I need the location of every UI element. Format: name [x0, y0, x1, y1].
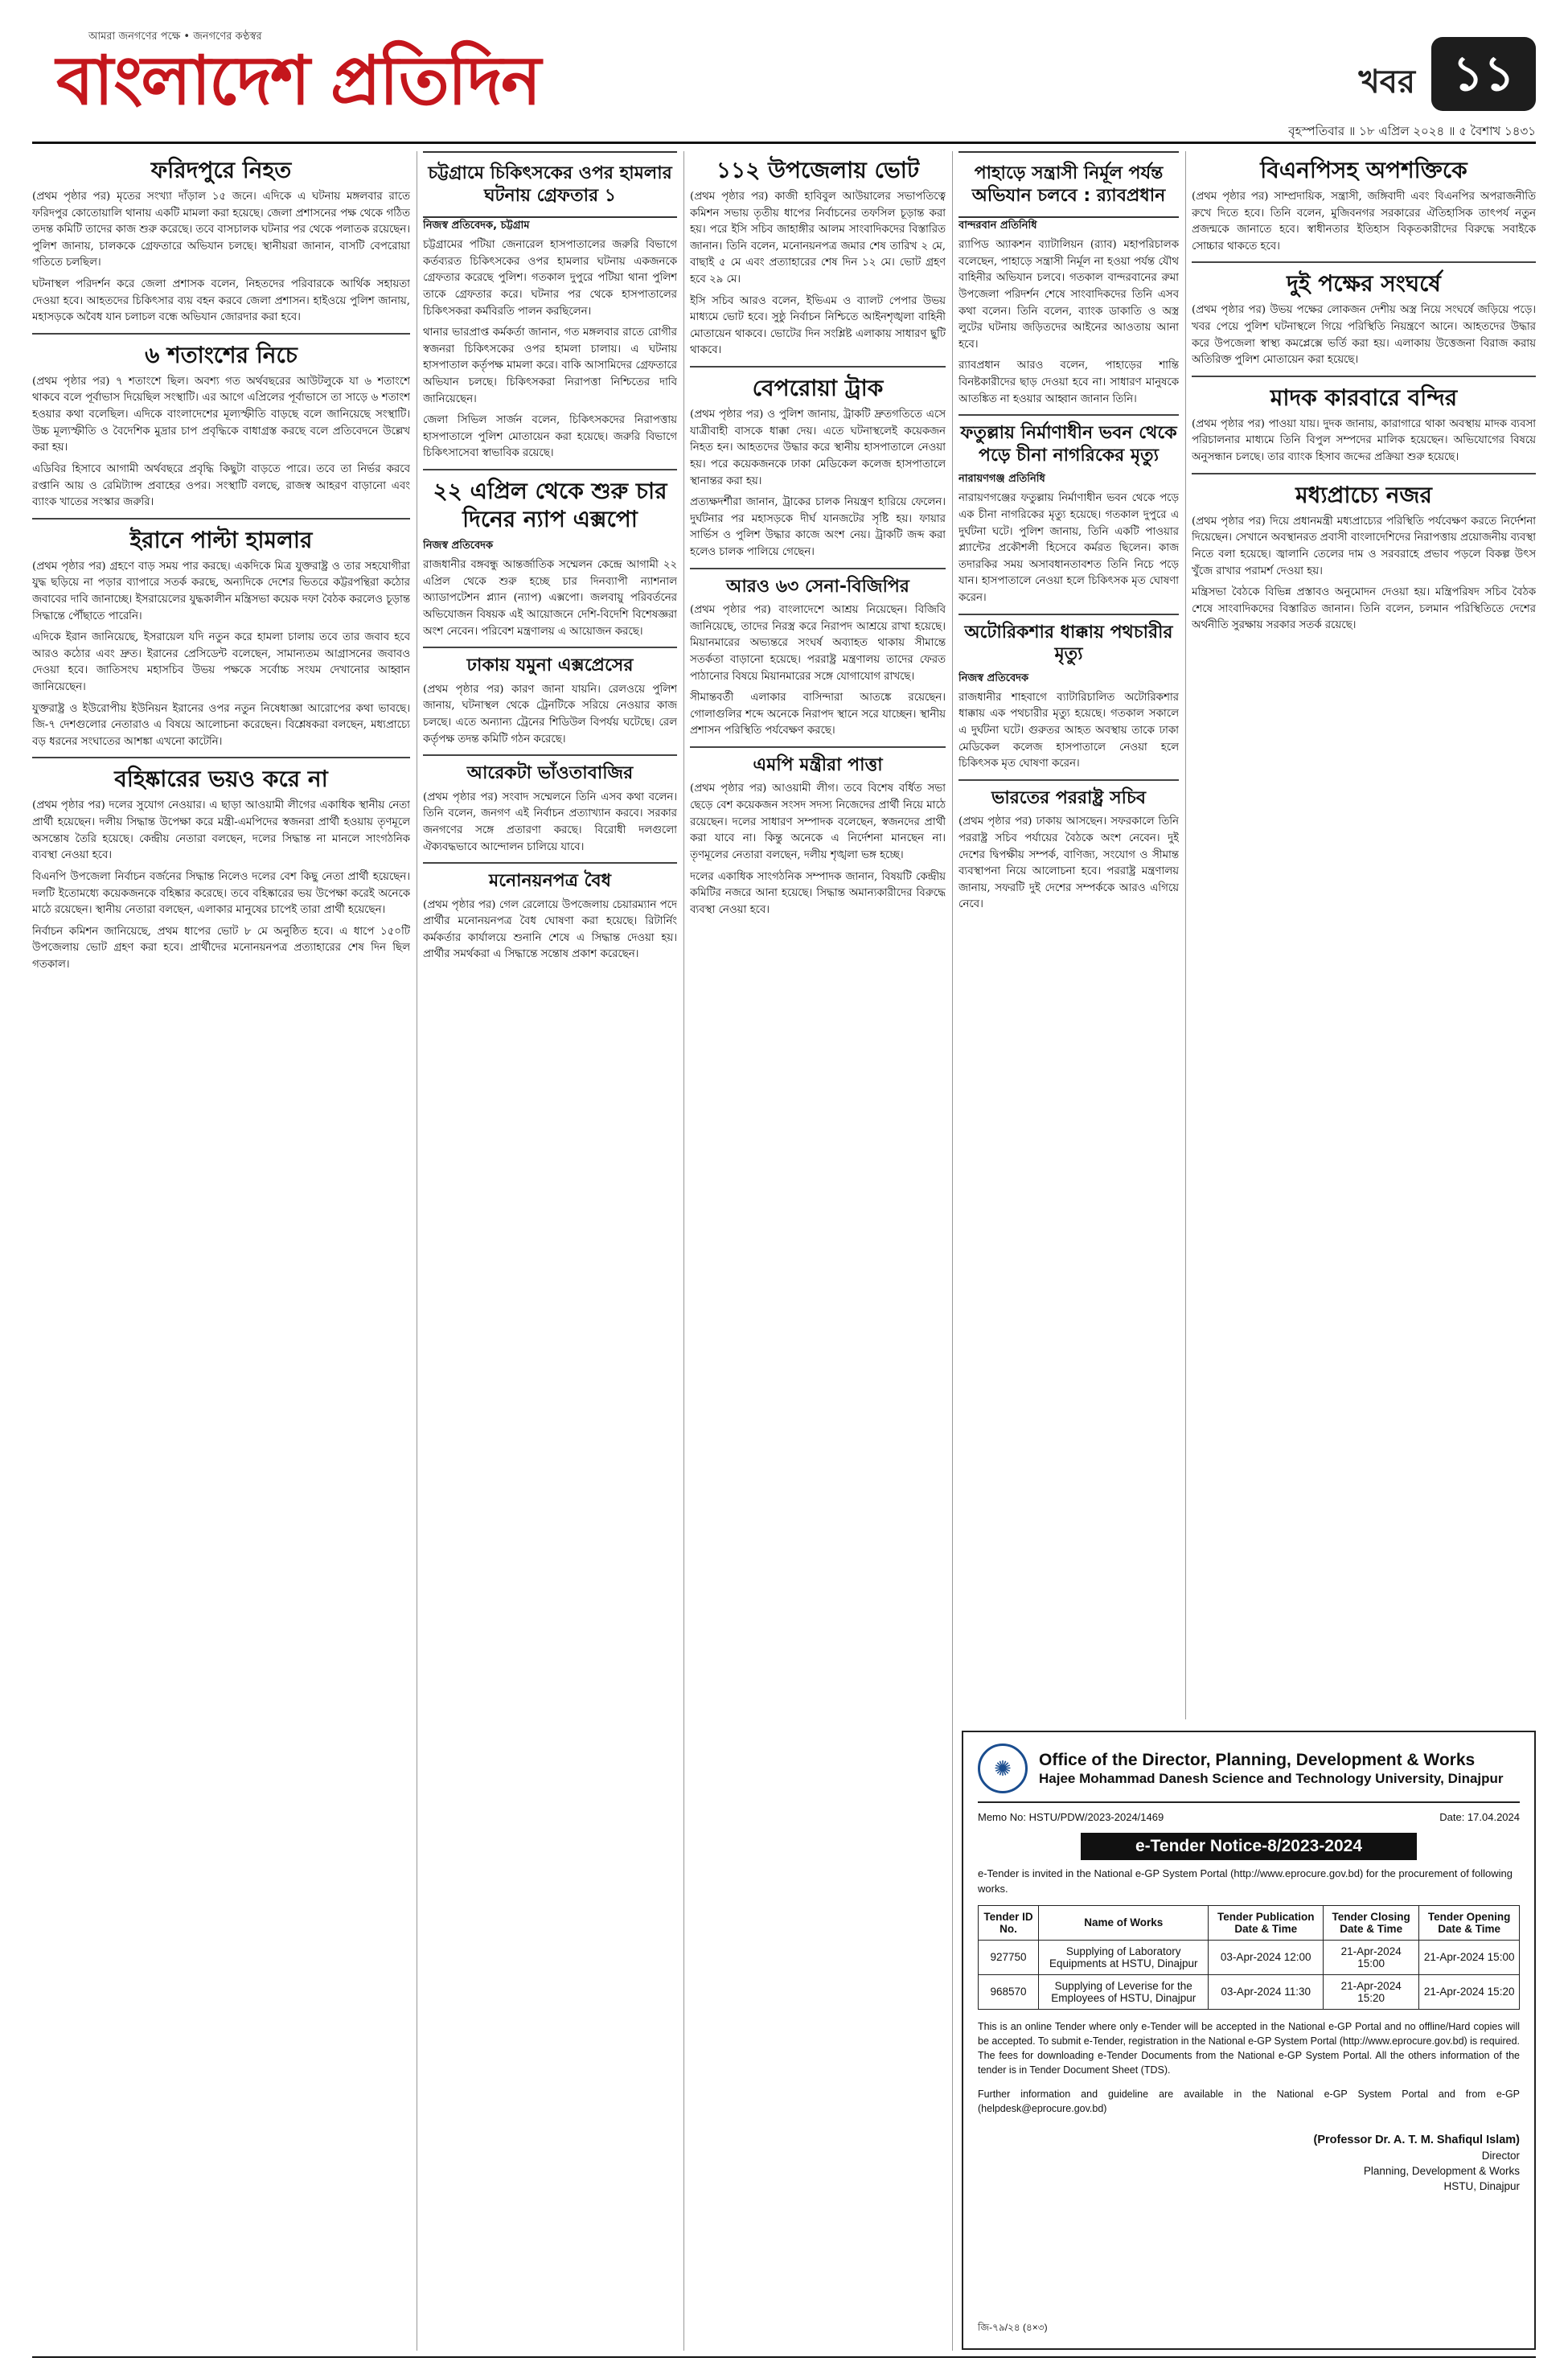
article-paragraph: (প্রথম পৃষ্ঠার পর) দলের সুযোগ নেওয়ার। এ ছাড়া আওয়ামী লীগের একাধিক স্থানীয় নেতা প্রার্থী হয়েছেন। দলীয় সিদ্ধান্ত উপেক্ষা করে মন্ত্রী-এমপিদের স্বজনরা প্রার্থী হওয়ায় তৃণমূলে অসন্তোষ তৈরি হয়েছে। কেন্দ্রীয় নেতারা বলছেন, দলের সিদ্ধান্ত না মানলে সাংগঠনিক ব্যবস্থা নেওয়া হবে।	[32, 799, 410, 862]
table-cell: 21-Apr-2024 15:00	[1419, 1940, 1520, 1974]
byline: নিজস্ব প্রতিবেদক, চট্টগ্রাম	[423, 220, 530, 232]
column-rule	[1185, 151, 1186, 1719]
article-paragraph: নির্বাচন কমিশন জানিয়েছে, প্রথম ধাপের ভোট ৮ মে অনুষ্ঠিত হবে। এ ধাপে ১৫০টি উপজেলায় ভোট গ্রহণ করা হবে। প্রার্থীদের মনোনয়নপত্র প্রত্যাহারের শেষ দিন ছিল গতকাল।	[32, 925, 410, 971]
boxed-story	[958, 151, 1179, 218]
article-paragraph: থানার ভারপ্রাপ্ত কর্মকর্তা জানান, গত মঙ্গলবার রাতে রোগীর স্বজনরা চিকিৎসকের ওপর হামলা চালায়। এ ঘটনায় হাসপাতাল কর্তৃপক্ষ মামলা করে। বাকি আসামিদের গ্রেফতারে অভিযান চলছে। চিকিৎসকরা নিরাপত্তা নিশ্চিতের দাবি জানিয়েছেন।	[423, 327, 677, 405]
tender-notice	[962, 1731, 1536, 2350]
divider	[423, 862, 677, 864]
divider	[1192, 261, 1536, 263]
divider	[690, 746, 946, 748]
headline: দুই পক্ষের সংঘর্ষে	[1287, 270, 1441, 298]
signer-office: Planning, Development & Works	[1363, 2164, 1520, 2177]
divider	[1192, 473, 1536, 474]
headline: এমপি মন্ত্রীরা পাত্তা	[753, 754, 883, 775]
table-cell: 21-Apr-2024 15:20	[1324, 1974, 1419, 2009]
divider	[423, 754, 677, 756]
column-rule	[683, 151, 684, 2351]
tender-office: Office of the Director, Planning, Development & Works	[1039, 1751, 1476, 1770]
table-cell: 927750	[979, 1940, 1039, 1974]
article-paragraph: (প্রথম পৃষ্ঠার পর) দিয়ে প্রধানমন্ত্রী মধ্যপ্রাচ্যের পরিস্থিতি পর্যবেক্ষণ করতে নির্দেশনা দিয়েছেন। সেখানে অবস্থানরত প্রবাসী বাংলাদেশিদের নিরাপত্তায় প্রয়োজনীয় ব্যবস্থা নিতে বলা হয়েছে। জ্বালানি তেলের দাম ও সরবরাহে প্রভাব পড়লে বিকল্প উৎস খুঁজে রাখার পরামর্শ দেওয়া হয়।	[1192, 515, 1536, 577]
tender-title: e-Tender Notice-8/2023-2024	[1081, 1833, 1417, 1860]
table-header: Tender ID No.	[979, 1905, 1039, 1940]
masthead-rule	[32, 142, 1536, 144]
masthead	[32, 23, 1536, 143]
article-paragraph: র‌্যাবপ্রধান আরও বলেন, পাহাড়ের শান্তি বিনষ্টকারীদের ছাড় দেওয়া হবে না। সাধারণ মানুষকে আতঙ্কিত না হওয়ার আহ্বান জানান তিনি।	[958, 359, 1179, 405]
tender-table	[978, 1905, 1520, 2010]
article-paragraph: সীমান্তবর্তী এলাকার বাসিন্দারা আতঙ্কে রয়েছেন। গোলাগুলির শব্দে অনেকে নিরাপদ স্থানে সরে যাচ্ছেন। স্থানীয় প্রশাসন পরিস্থিতি পর্যবেক্ষণ করছে।	[690, 692, 946, 737]
article-paragraph: (প্রথম পৃষ্ঠার পর) কাজী হাবিবুল আউয়ালের সভাপতিত্বে কমিশন সভায় তৃতীয় ধাপের নির্বাচনের তফসিল চূড়ান্ত করা হয়। পরে ইসি সচিব জাহাঙ্গীর আলম সাংবাদিকদের বিস্তারিত জানান। তিনি বলেন, মনোনয়নপত্র জমার শেষ তারিখ ২ মে, বাছাই ৫ মে এবং প্রত্যাহারের শেষ দিন ১২ মে। ভোট গ্রহণ হবে ২৯ মে।	[690, 191, 946, 286]
article-paragraph: বিএনপি উপজেলা নির্বাচন বর্জনের সিদ্ধান্ত নিলেও দলের বেশ কিছু নেতা প্রার্থী হয়েছেন। দলটি ইতোমধ্যে কয়েকজনকে বহিষ্কার করেছে। তবে বহিষ্কারের ভয় উপেক্ষা করেই অনেকে মাঠে রয়েছেন। স্থানীয় নেতারা বলছেন, এলাকার মানুষের চাপেই তারা প্রার্থী হয়েছেন।	[32, 870, 410, 917]
masthead-tagline: আমরা জনগণের পক্ষে • জনগণের কণ্ঠস্বর	[88, 31, 262, 43]
headline: মধ্যপ্রাচ্যে নজর	[1295, 481, 1432, 508]
headline: ভারতের পররাষ্ট্র সচিব	[991, 787, 1147, 808]
divider	[32, 518, 410, 520]
article-paragraph: (প্রথম পৃষ্ঠার পর) উভয় পক্ষের লোকজন দেশীয় অস্ত্র নিয়ে সংঘর্ষে জড়িয়ে পড়ে। খবর পেয়ে পুলিশ ঘটনাস্থলে গিয়ে পরিস্থিতি নিয়ন্ত্রণে আনে। আহতদের উদ্ধার করে উপজেলা স্বাস্থ্য কমপ্লেক্সে ভর্তি করা হয়। এলাকায় উত্তেজনা বিরাজ করায় অতিরিক্ত পুলিশ মোতায়েন করা হয়েছে।	[1192, 304, 1536, 367]
headline: বহিষ্কারের ভয়ও করে না	[114, 766, 328, 793]
ad-code: জি-৭৯/২৪ (৪×৩)	[978, 2322, 1048, 2333]
table-cell: 21-Apr-2024 15:20	[1419, 1974, 1520, 2009]
article-paragraph: নারায়ণগঞ্জের ফতুল্লায় নির্মাণাধীন ভবন থেকে পড়ে এক চীনা নাগরিকের মৃত্যু হয়েছে। গতকাল দুপুরে এ দুর্ঘটনা ঘটে। পুলিশ জানায়, তিনি একটি পাওয়ার প্ল্যান্টের প্রকৌশলী হিসেবে কর্মরত ছিলেন। কাজ তদারকির সময় অসাবধানতাবশত তিনি নিচে পড়ে যান। হাসপাতালে নেওয়া হলে চিকিৎসক মৃত ঘোষণা করেন।	[958, 492, 1179, 605]
article-paragraph: (প্রথম পৃষ্ঠার পর) গ্রহণে বাড় সময় পার করছে। একদিকে মিত্র যুক্তরাষ্ট্র ও তার সহযোগীরা যুদ্ধ ছড়িয়ে না পড়ার ব্যাপারে সতর্ক করছে, অন্যদিকে দেশের ভিতরে কট্টরপন্থিরা কঠোর জবাবের দাবি জানাচ্ছে। ইসরায়েলের যুদ্ধকালীন মন্ত্রিসভা কয়েক দফা বৈঠক করলেও চূড়ান্ত সিদ্ধান্তে পৌঁছাতে পারেনি।	[32, 560, 410, 622]
headline: আরও ৬৩ সেনা-বিজিপির	[726, 576, 909, 597]
tender-university: Hajee Mohammad Danesh Science and Technology University, Dinajpur	[1039, 1770, 1504, 1786]
byline: নিজস্ব প্রতিবেদক	[423, 540, 494, 552]
article-paragraph: এডিবির হিসাবে আগামী অর্থবছরে প্রবৃদ্ধি কিছুটা বাড়তে পারে। তবে তা নির্ভর করবে রপ্তানি আয় ও রেমিট্যান্স প্রবাহের ওপর। সংস্থাটি বলছে, রাজস্ব আহরণ বাড়ানো এবং ব্যাংক খাতের সংস্কার জরুরি।	[32, 462, 410, 509]
newspaper-logo: বাংলাদেশ প্রতিদিন	[56, 41, 540, 120]
table-cell: Supplying of Leverise for the Employees of HSTU, Dinajpur	[1039, 1974, 1209, 2009]
byline: নিজস্ব প্রতিবেদক	[958, 672, 1029, 684]
column-4	[958, 151, 1179, 1719]
headline: ২২ এপ্রিল থেকে শুরু চার দিনের ন্যাপ এক্সপো	[433, 478, 667, 533]
divider	[423, 647, 677, 648]
signer-place: HSTU, Dinajpur	[1443, 2179, 1520, 2192]
article-paragraph: (প্রথম পৃষ্ঠার পর) ৭ শতাংশে ছিল। অবশ্য গত অর্থবছরের আউটলুকে যা ৬ শতাংশে থাকবে বলে পূর্বাভাস দিয়েছিল সংস্থাটি। এর আগে এপ্রিলের পূর্বাভাসে তা সাড়ে ৬ শতাংশ হওয়ার কথা বলেছিল। এদিকে বাংলাদেশের মূল্যস্ফীতি বাড়ছে বলে জানিয়েছে সংস্থাটি। উচ্চ মূল্যস্ফীতি ও বৈদেশিক মুদ্রার চাপ প্রবৃদ্ধিকে বাধাগ্রস্ত করছে বলে প্রতিবেদনে উল্লেখ করা হয়।	[32, 375, 410, 454]
article-paragraph: যুক্তরাষ্ট্র ও ইউরোপীয় ইউনিয়ন ইরানের ওপর নতুন নিষেধাজ্ঞা আরোপের কথা ভাবছে। জি-৭ দেশগুলোর নেতারাও এ বিষয়ে আলোচনা করেছেন। বিশ্লেষকরা বলছেন, মধ্যপ্রাচ্যে বড় ধরনের সংঘাতের আশঙ্কা এখনো কাটেনি।	[32, 702, 410, 748]
headline: পাহাড়ে সন্ত্রাসী নির্মূল পর্যন্ত অভিযান চলবে : র‌্যাবপ্রধান	[971, 163, 1166, 206]
article-paragraph: (প্রথম পৃষ্ঠার পর) ঢাকায় আসছেন। সফরকালে তিনি পররাষ্ট্র সচিব পর্যায়ের বৈঠকে অংশ নেবেন। দুই দেশের দ্বিপক্ষীয় সম্পর্ক, বাণিজ্য, সংযোগ ও সীমান্ত ব্যবস্থাপনা নিয়ে আলোচনা হবে। পররাষ্ট্র মন্ত্রণালয় জানায়, সফরটি দুই দেশের সম্পর্ককে আরও এগিয়ে নেবে।	[958, 815, 1179, 911]
divider	[958, 414, 1179, 416]
article-paragraph: রাজধানীর শাহবাগে ব্যাটারিচালিত অটোরিকশার ধাক্কায় এক পথচারীর মৃত্যু হয়েছে। গতকাল সকালে এ দুর্ঘটনা ঘটে। গুরুতর আহত অবস্থায় তাকে ঢাকা মেডিকেল কলেজ হাসপাতালে নেওয়া হলে চিকিৎসক মৃত ঘোষণা করেন।	[958, 691, 1179, 770]
table-header-row	[979, 1905, 1520, 1940]
tender-note: This is an online Tender where only e-Tender will be accepted in the National e-GP Portal and no offline/Hard copies will be accepted. To submit e-Tender, registration in the National e-GP System Portal (http://www.eprocure.gov.bd) is required. The fees for downloading e-Tender Documents from the National e-GP System Portal. All the others information of the tender is in Tender Document Sheet (TDS).	[978, 2020, 1520, 2076]
tender-note: Further information and guideline are available in the National e-GP System Portal and from e-GP (helpdesk@eprocure.gov.bd)	[978, 2089, 1520, 2115]
headline: আরেকটা ভাঁওতাবাজির	[466, 763, 634, 784]
headline: ফতুল্লায় নির্মাণাধীন ভবন থেকে পড়ে চীনা নাগরিকের মৃত্যু	[960, 423, 1177, 466]
article-paragraph: ঘটনাস্থল পরিদর্শন করে জেলা প্রশাসক বলেন, নিহতদের পরিবারকে আর্থিক সহায়তা দেওয়া হবে। আহতদের চিকিৎসার ব্যয় বহন করবে জেলা প্রশাসন। হাইওয়ে পুলিশ জানায়, মহাসড়কে অবৈধ যান চলাচল বন্ধে অভিযান জোরদার করা হবে।	[32, 278, 410, 324]
article-paragraph: দলের একাধিক সাংগঠনিক সম্পাদক জানান, বিষয়টি কেন্দ্রীয় কমিটির নজরে আনা হয়েছে। সিদ্ধান্ত অমান্যকারীদের বিরুদ্ধে ব্যবস্থা নেওয়া হবে।	[690, 870, 946, 916]
signer-title: Director	[1481, 2149, 1520, 2162]
section-label: খবর	[1358, 64, 1415, 101]
article-paragraph: (প্রথম পৃষ্ঠার পর) আওয়ামী লীগ। তবে বিশেষ বর্ধিত সভা ছেড়ে বেশ কয়েকজন সংসদ সদস্য নিজেদের প্রার্থী নিয়ে মাঠে রয়েছেন। দলের সাধারণ সম্পাদক বলেছেন, স্বজনদের প্রার্থী করা যাবে না। কিন্তু অনেকে এ নির্দেশনা মানছেন না। তৃণমূলের নেতারা বলছেন, দলীয় শৃঙ্খলা ভঙ্গ হচ্ছে।	[690, 782, 946, 861]
headline: চট্টগ্রামে চিকিৎসকের ওপর হামলার ঘটনায় গ্রেফতার ১	[428, 163, 672, 206]
article-paragraph: রাজধানীর বঙ্গবন্ধু আন্তর্জাতিক সম্মেলন কেন্দ্রে আগামী ২২ এপ্রিল থেকে শুরু হচ্ছে চার দিনব্যাপী ন্যাশনাল অ্যাডাপটেশন প্ল্যান (ন্যাপ) এক্সপো। জলবায়ু পরিবর্তনের অভিযোজন বিষয়ক এই আয়োজনে দেশি-বিদেশি বিশেষজ্ঞরা অংশ নেবেন। পরিবেশ মন্ত্রণালয় এ আয়োজন করছে।	[423, 559, 677, 638]
page-number-badge: ১১	[1431, 37, 1536, 111]
column-2	[423, 151, 677, 2351]
tender-date: Date: 17.04.2024	[1439, 1811, 1520, 1823]
table-header: Tender Closing Date & Time	[1324, 1905, 1419, 1940]
divider	[690, 366, 946, 368]
byline: বান্দরবান প্রতিনিধি	[958, 220, 1037, 232]
byline: নারায়ণগঞ্জ প্রতিনিধি	[958, 473, 1045, 486]
headline: বেপরোয়া ট্রাক	[752, 375, 884, 402]
article-paragraph: (প্রথম পৃষ্ঠার পর) কারণ জানা যায়নি। রেলওয়ে পুলিশ জানায়, ঘটনাস্থল থেকে ট্রেনটিকে সরিয়ে নেওয়ার কাজ চলছে। এতে অন্যান্য ট্রেনের শিডিউল বিপর্যয় ঘটেছে। রেল কর্তৃপক্ষ তদন্ত কমিটি গঠন করেছে।	[423, 683, 677, 745]
dateline: বৃহস্পতিবার ॥ ১৮ এপ্রিল ২০২৪ ॥ ৫ বৈশাখ ১৪৩১	[1288, 124, 1536, 138]
headline: ফরিদপুরে নিহত	[150, 157, 292, 183]
table-cell: 03-Apr-2024 11:30	[1209, 1974, 1324, 2009]
table-row	[979, 1940, 1520, 1974]
tender-header	[978, 1744, 1520, 1803]
table-cell: 03-Apr-2024 12:00	[1209, 1940, 1324, 1974]
footer-rule	[32, 2356, 1536, 2358]
column-5	[1192, 151, 1536, 1719]
headline: মাদক কারবারে বন্দির	[1270, 384, 1458, 411]
article-paragraph: র‌্যাপিড অ্যাকশন ব্যাটালিয়ন (র‌্যাব) মহাপরিচালক বলেছেন, পাহাড়ে সন্ত্রাসী নির্মূল না হওয়া পর্যন্ত যৌথ বাহিনীর অভিযান চলবে। গতকাল বান্দরবানের রুমা উপজেলা পরিদর্শন শেষে সাংবাদিকদের তিনি এসব কথা বলেন। তিনি বলেন, ব্যাংক ডাকাতি ও অস্ত্র লুটের ঘটনায় জড়িতদের আইনের আওতায় আনা হবে।	[958, 239, 1179, 351]
column-3	[690, 151, 946, 2351]
tender-signature	[978, 2132, 1520, 2194]
headline: ১১২ উপজেলায় ভোট	[716, 157, 920, 183]
signer-name: (Professor Dr. A. T. M. Shafiqul Islam)	[1313, 2134, 1520, 2147]
article-paragraph: (প্রথম পৃষ্ঠার পর) পাওয়া যায়। দুদক জানায়, কারাগারে থাকা অবস্থায় মাদক ব্যবসা পরিচালনার মাধ্যমে তিনি বিপুল সম্পদের মালিক হয়েছেন। অভিযোগের বিষয়ে অনুসন্ধান চলছে। তার ব্যাংক হিসাব জব্দের প্রক্রিয়া শুরু হয়েছে।	[1192, 417, 1536, 464]
table-row	[979, 1974, 1520, 2009]
tender-intro: e-Tender is invited in the National e-GP System Portal (http://www.eprocure.gov.bd) for the procurement of following works.	[978, 1867, 1513, 1895]
table-header: Tender Publication Date & Time	[1209, 1905, 1324, 1940]
article-paragraph: (প্রথম পৃষ্ঠার পর) গেল রেলোয়ে উপজেলায় চেয়ারম্যান পদে প্রার্থীর মনোনয়নপত্র বৈধ ঘোষণা করা হয়েছে। রিটার্নিং কর্মকর্তার কার্যালয়ে শুনানি শেষে এ সিদ্ধান্ত দেওয়া হয়। প্রার্থীর সমর্থকরা এ সিদ্ধান্তে সন্তোষ প্রকাশ করেছেন।	[423, 898, 677, 961]
table-cell: 968570	[979, 1974, 1039, 2009]
article-paragraph: ইসি সচিব আরও বলেন, ইভিএম ও ব্যালট পেপার উভয় মাধ্যমে ভোট হবে। সুষ্ঠু নির্বাচন নিশ্চিতে আইনশৃঙ্খলা বাহিনী মোতায়েন থাকবে। ভোটের দিন সংশ্লিষ্ট এলাকায় সাধারণ ছুটি থাকবে।	[690, 294, 946, 357]
table-header: Name of Works	[1039, 1905, 1209, 1940]
headline: ইরানে পাল্টা হামলার	[129, 526, 313, 553]
article-paragraph: প্রত্যক্ষদর্শীরা জানান, ট্রাকের চালক নিয়ন্ত্রণ হারিয়ে ফেলেন। দুর্ঘটনার পর মহাসড়কে দীর্ঘ যানজটের সৃষ্টি হয়। ফায়ার সার্ভিস ও পুলিশ উদ্ধার কাজে অংশ নেয়। ট্রাকটি জব্দ করা হলেও চালক পালিয়ে গেছেন।	[690, 496, 946, 558]
table-cell: 21-Apr-2024 15:00	[1324, 1940, 1419, 1974]
headline: অটোরিকশার ধাক্কায় পথচারীর মৃত্যু	[964, 622, 1173, 665]
article-paragraph: (প্রথম পৃষ্ঠার পর) ও পুলিশ জানায়, ট্রাকটি দ্রুতগতিতে এসে যাত্রীবাহী বাসকে ধাক্কা দেয়। এতে ঘটনাস্থলেই কয়েকজন নিহত হন। আহতদের উদ্ধার করে স্থানীয় হাসপাতালে নেওয়া হয়। পরে কয়েকজনকে ঢাকা মেডিকেল কলেজ হাসপাতালে স্থানান্তর করা হয়।	[690, 409, 946, 487]
divider	[958, 614, 1179, 615]
headline: মনোনয়নপত্র বৈধ	[488, 871, 612, 892]
headline: ঢাকায় যমুনা এক্সপ্রেসের	[466, 655, 634, 676]
article-paragraph: (প্রথম পৃষ্ঠার পর) বাংলাদেশে আশ্রয় নিয়েছেন। বিজিবি জানিয়েছে, তাদের নিরস্ত্র করে নিরাপদ আশ্রয়ে রাখা হয়েছে। মিয়ানমারের অভ্যন্তরে সংঘর্ষ অব্যাহত থাকায় সীমান্তে সতর্কতা বাড়ানো হয়েছে। পররাষ্ট্র মন্ত্রণালয় তাদের ফেরত পাঠানোর বিষয়ে মিয়ানমারের সঙ্গে যোগাযোগ রাখছে।	[690, 604, 946, 683]
boxed-story	[423, 151, 677, 218]
headline: বিএনপিসহ অপশক্তিকে	[1260, 157, 1467, 183]
divider	[1192, 376, 1536, 377]
article-paragraph: (প্রথম পৃষ্ঠার পর) সংবাদ সম্মেলনে তিনি এসব কথা বলেন। তিনি বলেন, জনগণ এই নির্বাচন প্রত্যাখ্যান করবে। সরকার জনগণের সঙ্গে প্রতারণা করছে। বিরোধী দলগুলো ঐক্যবদ্ধভাবে আন্দোলন চালিয়ে যাবে।	[423, 791, 677, 853]
article-paragraph: জেলা সিভিল সার্জন বলেন, চিকিৎসকদের নিরাপত্তায় হাসপাতালে পুলিশ মোতায়েন করা হয়েছে। জরুরি বিভাগে চিকিৎসাসেবা স্বাভাবিক রয়েছে।	[423, 414, 677, 460]
divider	[958, 779, 1179, 781]
divider	[423, 469, 677, 470]
headline: ৬ শতাংশের নিচে	[145, 341, 298, 368]
divider	[32, 757, 410, 758]
university-seal-icon: ✺	[978, 1744, 1028, 1793]
column-rule	[952, 151, 953, 2351]
article-paragraph: (প্রথম পৃষ্ঠার পর) মৃতের সংখ্যা দাঁড়াল ১৫ জনে। এদিকে এ ঘটনায় মঙ্গলবার রাতে ফরিদপুর কোতোয়ালি থানায় একটি মামলা করা হয়েছে। জেলা প্রশাসনের পক্ষ থেকে গঠিত তদন্ত কমিটি তাদের কাজ শুরু করেছে। তবে বাসচালক ঘটনার পর থেকে পলাতক রয়েছেন। পুলিশ জানায়, চালককে গ্রেফতারে অভিযান চলছে। স্থানীয়রা জানান, বাসটি বেপরোয়া গতিতে চলছিল।	[32, 191, 410, 269]
tender-meta	[978, 1811, 1520, 1823]
article-paragraph: চট্টগ্রামের পটিয়া জেনারেল হাসপাতালের জরুরি বিভাগে কর্তব্যরত চিকিৎসকের ওপর হামলার ঘটনায় একজনকে গ্রেফতার করেছে পুলিশ। গতকাল দুপুরে পটিয়া থানা পুলিশ তাকে গ্রেফতার করে। ঘটনার পর থেকে হাসপাতালের চিকিৎসকরা কর্মবিরতি পালন করছিলেন।	[423, 239, 677, 318]
article-paragraph: এদিকে ইরান জানিয়েছে, ইসরায়েল যদি নতুন করে হামলা চালায় তবে তার জবাব হবে আরও কঠোর এবং দ্রুত। ইরানের প্রেসিডেন্ট বলেছেন, সামান্যতম আগ্রাসনের জবাবও দেওয়া হবে। জাতিসংঘ মহাসচিব উভয় পক্ষকে সর্বোচ্চ সংযম দেখানোর আহ্বান জানিয়েছেন।	[32, 631, 410, 694]
column-1	[32, 151, 410, 2351]
divider	[690, 568, 946, 569]
table-cell: Supplying of Laboratory Equipments at HSTU, Dinajpur	[1039, 1940, 1209, 1974]
tender-memo: Memo No: HSTU/PDW/2023-2024/1469	[978, 1811, 1164, 1823]
table-header: Tender Opening Date & Time	[1419, 1905, 1520, 1940]
divider	[32, 333, 410, 335]
article-paragraph: (প্রথম পৃষ্ঠার পর) সাম্প্রদায়িক, সন্ত্রাসী, জঙ্গিবাদী এবং বিএনপির অপরাজনীতি রুখে দিতে হবে। তিনি বলেন, মুজিবনগর সরকারের ঐতিহাসিক তাৎপর্য নতুন প্রজন্মকে জানাতে হবে। স্বাধীনতার ইতিহাস বিকৃতকারীদের বিরুদ্ধে সবাইকে সোচ্চার থাকতে হবে।	[1192, 191, 1536, 253]
article-paragraph: মন্ত্রিসভা বৈঠকে বিভিন্ন প্রস্তাবও অনুমোদন দেওয়া হয়। মন্ত্রিপরিষদ সচিব বৈঠক শেষে সাংবাদিকদের বিস্তারিত জানান। তিনি বলেন, চলমান পরিস্থিতিতে দেশের অর্থনীতি সুরক্ষায় সরকার সতর্ক রয়েছে।	[1192, 586, 1536, 632]
